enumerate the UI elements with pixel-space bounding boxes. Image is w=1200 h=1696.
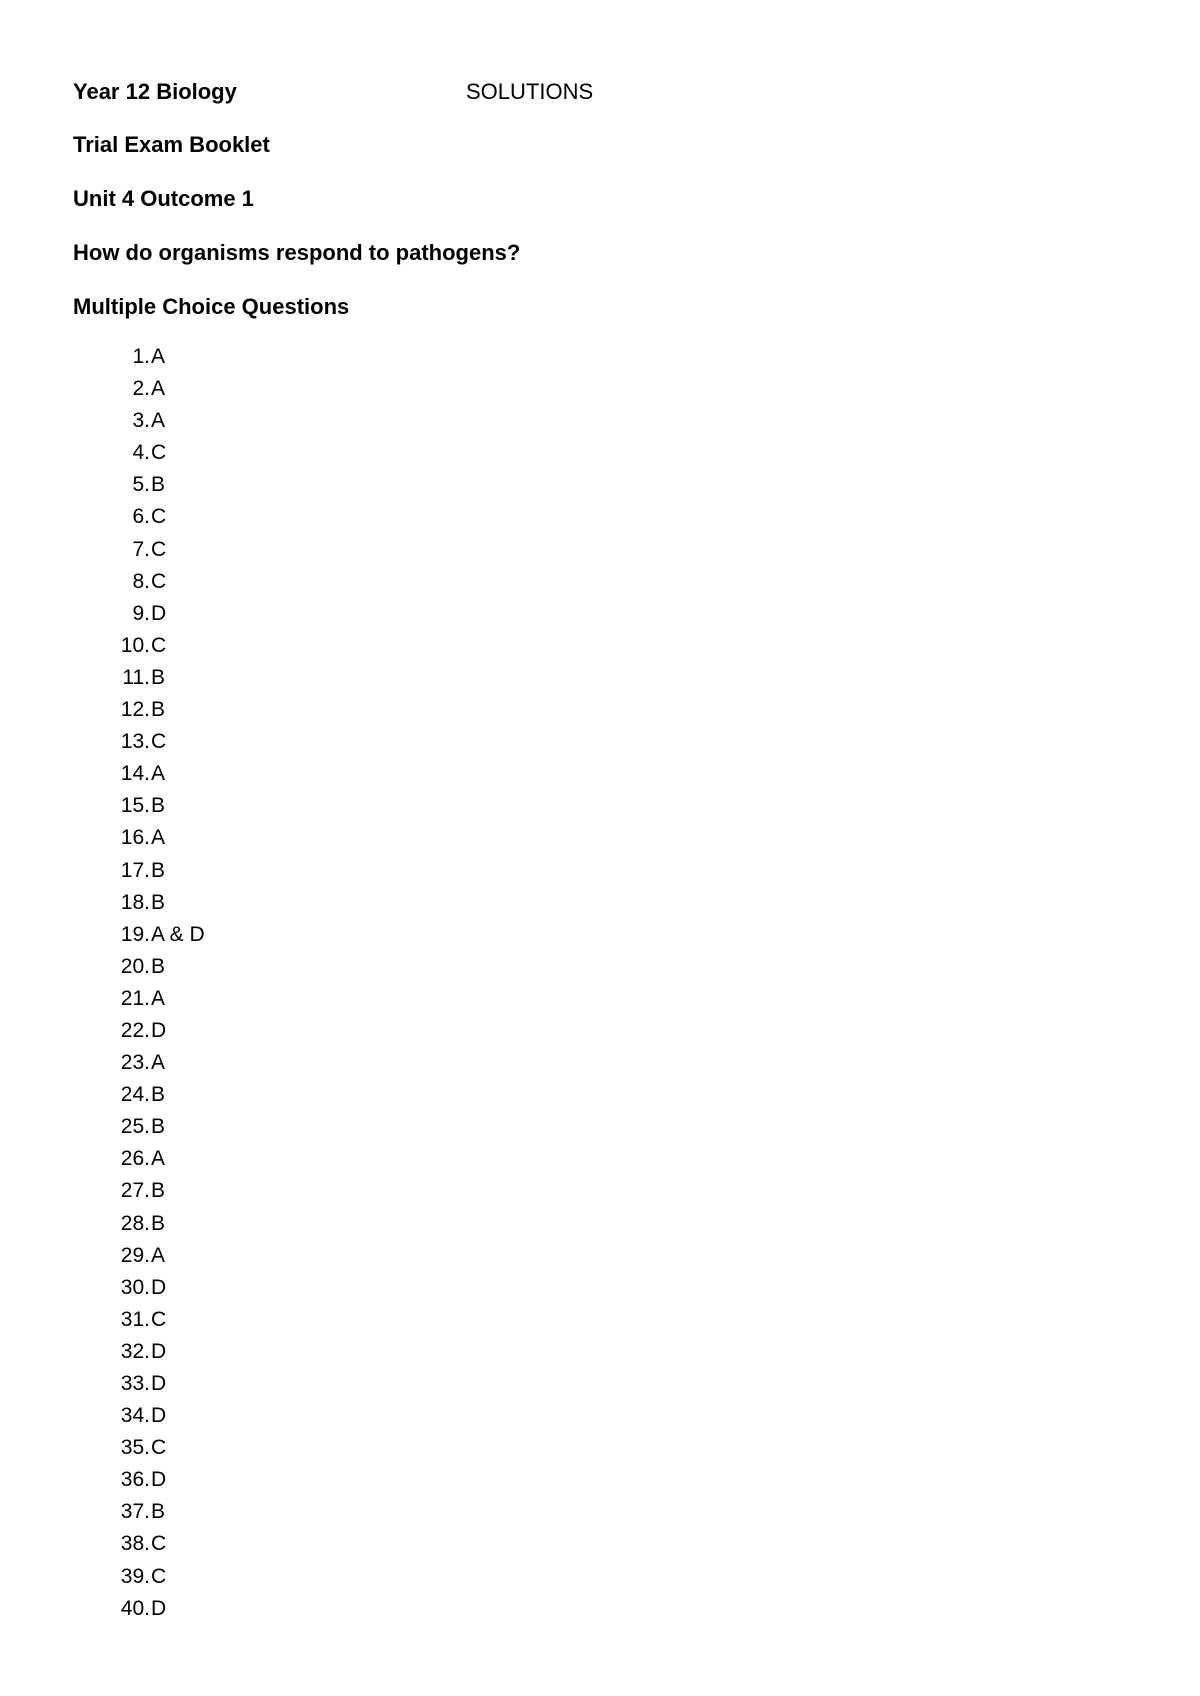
answer-number: 35. <box>120 1436 150 1460</box>
solutions-label: SOLUTIONS <box>466 79 594 104</box>
answer-item <box>100 1275 167 1307</box>
answer-item <box>100 1050 166 1082</box>
answer-item <box>100 408 166 440</box>
answer-item <box>100 504 167 536</box>
answer-item <box>100 601 167 633</box>
answer-value: A <box>151 377 166 401</box>
answer-value: B <box>151 665 166 689</box>
booklet-title: Trial Exam Booklet <box>73 132 270 157</box>
answer-number: 28. <box>120 1211 150 1235</box>
answer-item <box>100 1531 167 1563</box>
answer-number: 2. <box>132 377 150 401</box>
answer-value: D <box>151 1468 167 1492</box>
answer-value: C <box>151 730 167 754</box>
unit-title: Unit 4 Outcome 1 <box>73 186 254 211</box>
answer-number: 26. <box>120 1147 150 1171</box>
answer-number: 27. <box>120 1179 150 1203</box>
answer-number: 18. <box>120 890 150 914</box>
answer-value: D <box>151 601 167 625</box>
answer-item <box>100 440 167 472</box>
answer-value: D <box>151 1275 167 1299</box>
course-title: Year 12 Biology <box>73 79 237 104</box>
answer-item <box>100 1467 167 1499</box>
answer-item <box>100 1499 166 1531</box>
answer-item <box>100 1211 166 1243</box>
answer-number: 12. <box>120 698 150 722</box>
answer-item <box>100 954 166 986</box>
answer-item <box>100 1178 166 1210</box>
answer-value: C <box>151 537 167 561</box>
answer-item <box>100 569 167 601</box>
answer-value: A <box>151 1243 166 1267</box>
answer-value: B <box>151 698 166 722</box>
answer-number: 36. <box>120 1468 150 1492</box>
question-heading: How do organisms respond to pathogens? <box>73 240 521 265</box>
answer-item <box>100 633 167 665</box>
answer-number: 33. <box>120 1372 150 1395</box>
answer-number: 30. <box>120 1275 150 1299</box>
answer-item <box>100 890 166 922</box>
answer-value: D <box>151 1018 167 1042</box>
answer-item <box>100 376 166 408</box>
answer-item <box>100 761 166 793</box>
answer-value: B <box>151 1179 166 1203</box>
answer-number: 17. <box>120 858 150 882</box>
answer-number: 10. <box>120 633 150 657</box>
answer-value: B <box>151 1083 166 1107</box>
answer-value: C <box>151 1564 167 1588</box>
answer-number: 38. <box>120 1532 150 1556</box>
answer-number: 3. <box>132 409 150 433</box>
answer-item <box>100 825 166 857</box>
answer-value: A <box>151 762 166 786</box>
answer-item <box>100 986 166 1018</box>
answer-item <box>100 1114 166 1146</box>
answer-value: A <box>151 986 166 1010</box>
answer-item <box>100 1371 167 1403</box>
answer-list <box>100 344 205 1628</box>
answer-number: 40. <box>120 1596 150 1620</box>
answer-item <box>100 472 166 504</box>
answer-number: 16. <box>120 826 150 850</box>
answer-value: C <box>151 569 167 593</box>
answer-item <box>100 922 205 954</box>
answer-value: B <box>151 858 166 882</box>
answer-item <box>100 1082 166 1114</box>
answer-item <box>100 1596 167 1628</box>
answer-item <box>100 665 166 697</box>
answer-value: B <box>151 890 166 914</box>
answer-value: A <box>151 1051 166 1075</box>
answer-item <box>100 1146 166 1178</box>
answer-value: C <box>151 1307 167 1331</box>
answer-number: 37. <box>120 1500 150 1524</box>
answer-number: 1. <box>132 345 150 368</box>
answer-value: C <box>151 1436 167 1460</box>
answer-item <box>100 1018 167 1050</box>
answer-number: 5. <box>132 473 150 497</box>
answer-item <box>100 1564 167 1596</box>
answer-item <box>100 1243 166 1275</box>
answer-value: C <box>151 505 167 529</box>
answer-number: 13. <box>120 730 150 754</box>
answer-value: D <box>151 1372 167 1395</box>
answer-item <box>100 858 166 890</box>
answer-number: 22. <box>120 1018 150 1042</box>
answer-number: 23. <box>120 1051 150 1075</box>
answer-value: C <box>151 1532 167 1556</box>
answer-item <box>100 1435 167 1467</box>
answer-number: 19. <box>120 922 150 946</box>
answer-number: 15. <box>120 794 150 818</box>
answer-item <box>100 537 167 569</box>
section-heading: Multiple Choice Questions <box>73 294 350 319</box>
answer-item <box>100 729 167 761</box>
answer-number: 31. <box>120 1307 150 1331</box>
answer-value: B <box>151 1115 166 1139</box>
answer-value: A <box>151 345 166 368</box>
answer-value: A <box>151 826 166 850</box>
answer-item <box>100 1307 167 1339</box>
answer-number: 9. <box>132 601 150 625</box>
answer-item <box>100 793 166 825</box>
answer-value: B <box>151 1500 166 1524</box>
answer-number: 14. <box>120 762 150 786</box>
answer-value: A <box>151 1147 166 1171</box>
answer-value: B <box>151 954 166 978</box>
answer-value: D <box>151 1404 167 1428</box>
answer-number: 6. <box>132 505 150 529</box>
answer-value: A & D <box>151 922 205 946</box>
answer-value: B <box>151 794 166 818</box>
answer-number: 21. <box>120 986 150 1010</box>
answer-number: 34. <box>120 1404 150 1428</box>
answer-number: 25. <box>120 1115 150 1139</box>
answer-value: C <box>151 633 167 657</box>
answer-number: 39. <box>120 1564 150 1588</box>
answer-number: 32. <box>120 1339 150 1363</box>
answer-number: 20. <box>120 954 150 978</box>
answer-value: B <box>151 473 166 497</box>
answer-number: 8. <box>132 569 150 593</box>
answer-number: 4. <box>132 441 150 465</box>
answer-item <box>100 1339 167 1371</box>
answer-value: C <box>151 441 167 465</box>
answer-item <box>100 697 166 729</box>
answer-item <box>100 1403 167 1435</box>
answer-number: 29. <box>120 1243 150 1267</box>
answer-number: 11. <box>122 665 150 689</box>
answer-number: 24. <box>120 1083 150 1107</box>
answer-value: A <box>151 409 166 433</box>
answer-value: B <box>151 1211 166 1235</box>
answer-item <box>100 344 166 376</box>
answer-number: 7. <box>132 537 150 561</box>
answer-value: D <box>151 1339 167 1363</box>
answer-value: D <box>151 1596 167 1620</box>
